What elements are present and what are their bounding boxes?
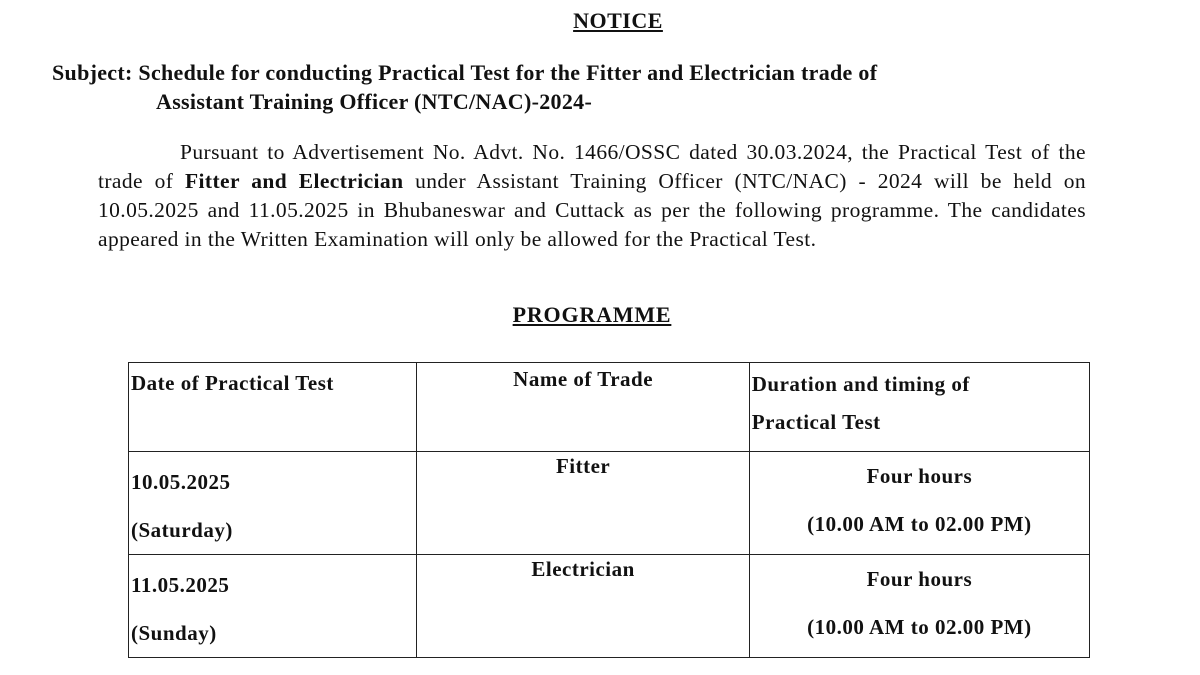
paragraph-part-2: under Assistant Training Officer (NTC/NAC) - 2024 will be held on 10.05.2025 and 11.05.2025 in Bhubaneswar and Cuttack as per the following programme. The candidates appeared in the Written Examination will only be allowed for the Practical Test. bbox=[98, 169, 1087, 251]
row-timing: (10.00 AM to 02.00 PM) bbox=[807, 512, 1032, 536]
paragraph-part-1: Pursuant to Advertisement No. Advt. No. 1466/OSSC dated 30.03.2024, the Practical Test of the trade of bbox=[98, 140, 1086, 193]
paragraph-bold-trades: Fitter and Electrician bbox=[185, 169, 404, 193]
table-row bbox=[129, 452, 1090, 555]
subject-line-1: Subject: Schedule for conducting Practical Test for the Fitter and Electrician trade of bbox=[52, 60, 878, 85]
date-cell bbox=[129, 555, 417, 658]
duration-cell bbox=[749, 452, 1089, 555]
table-row bbox=[129, 555, 1090, 658]
row-date: 10.05.2025 bbox=[131, 470, 231, 494]
header-date: Date of Practical Test bbox=[129, 363, 417, 452]
duration-cell bbox=[749, 555, 1089, 658]
programme-title: PROGRAMME bbox=[512, 302, 672, 327]
row-date: 11.05.2025 bbox=[131, 573, 230, 597]
notice-paragraph bbox=[98, 138, 1086, 254]
row-duration: Four hours bbox=[866, 464, 973, 488]
row-timing: (10.00 AM to 02.00 PM) bbox=[807, 615, 1032, 639]
row-day: (Saturday) bbox=[131, 518, 233, 542]
row-day: (Sunday) bbox=[131, 621, 217, 645]
date-cell bbox=[129, 452, 417, 555]
header-duration-line-2: Practical Test bbox=[751, 410, 881, 434]
trade-cell: Electrician bbox=[417, 555, 749, 658]
header-duration bbox=[749, 363, 1089, 452]
header-trade: Name of Trade bbox=[417, 363, 749, 452]
programme-table bbox=[128, 362, 1090, 658]
header-duration-line-1: Duration and timing of bbox=[751, 372, 970, 396]
table-header-row bbox=[129, 363, 1090, 452]
notice-title: NOTICE bbox=[573, 8, 663, 33]
row-duration: Four hours bbox=[866, 567, 973, 591]
trade-cell: Fitter bbox=[417, 452, 749, 555]
subject-line-2: Assistant Training Officer (NTC/NAC)-2024- bbox=[156, 89, 593, 114]
subject-heading bbox=[52, 58, 1112, 116]
